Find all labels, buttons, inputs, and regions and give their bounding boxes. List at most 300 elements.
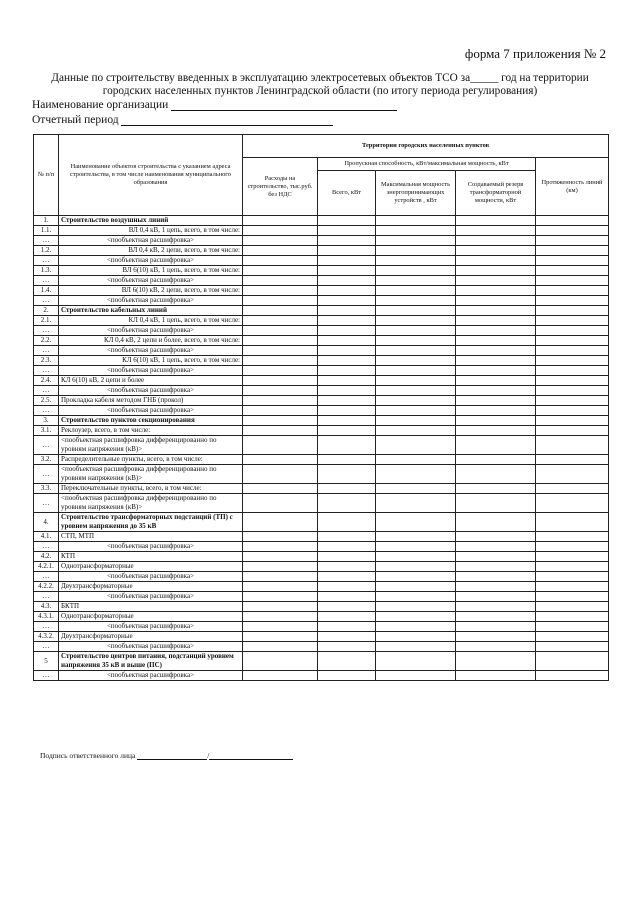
cell-reserve[interactable] <box>456 306 536 316</box>
cell-max-power[interactable] <box>376 562 456 572</box>
cell-reserve[interactable] <box>456 246 536 256</box>
row-number: … <box>34 592 59 602</box>
cell-length[interactable] <box>536 671 609 681</box>
cell-length[interactable] <box>536 386 609 396</box>
cell-costs[interactable] <box>243 671 318 681</box>
period-label: Отчетный период <box>32 114 119 126</box>
cell-length[interactable] <box>536 455 609 465</box>
cell-total[interactable] <box>318 592 376 602</box>
header-territory: Территории городских населенных пунктов <box>243 135 609 158</box>
cell-total[interactable] <box>318 602 376 612</box>
cell-reserve[interactable] <box>456 216 536 226</box>
cell-reserve[interactable] <box>456 346 536 356</box>
row-name: <пообъектная расшифровка дифференцированно по уровням напряжения (кВ)> <box>59 465 243 484</box>
cell-reserve[interactable] <box>456 416 536 426</box>
cell-total[interactable] <box>318 513 376 532</box>
cell-costs[interactable] <box>243 316 318 326</box>
cell-costs[interactable] <box>243 622 318 632</box>
table-row <box>34 484 609 494</box>
cell-total[interactable] <box>318 455 376 465</box>
cell-costs[interactable] <box>243 266 318 276</box>
cell-reserve[interactable] <box>456 494 536 513</box>
cell-max-power[interactable] <box>376 356 456 366</box>
cell-reserve[interactable] <box>456 396 536 406</box>
cell-total[interactable] <box>318 465 376 484</box>
cell-length[interactable] <box>536 494 609 513</box>
cell-costs[interactable] <box>243 652 318 671</box>
cell-length[interactable] <box>536 306 609 316</box>
cell-total[interactable] <box>318 296 376 306</box>
cell-costs[interactable] <box>243 562 318 572</box>
cell-total[interactable] <box>318 276 376 286</box>
cell-costs[interactable] <box>243 484 318 494</box>
cell-length[interactable] <box>536 346 609 356</box>
organization-input-line[interactable] <box>171 99 397 111</box>
table-row <box>34 572 609 582</box>
cell-total[interactable] <box>318 266 376 276</box>
row-number: 5 <box>34 652 59 671</box>
cell-length[interactable] <box>536 513 609 532</box>
row-number: … <box>34 236 59 246</box>
row-number: 2.3. <box>34 356 59 366</box>
table-row <box>34 236 609 246</box>
cell-costs[interactable] <box>243 465 318 484</box>
table-row <box>34 532 609 542</box>
cell-max-power[interactable] <box>376 246 456 256</box>
cell-reserve[interactable] <box>456 316 536 326</box>
cell-length[interactable] <box>536 236 609 246</box>
cell-total[interactable] <box>318 246 376 256</box>
table-row <box>34 296 609 306</box>
cell-total[interactable] <box>318 236 376 246</box>
row-name: <пообъектная расшифровка дифференцированно по уровням напряжения (кВ)> <box>59 494 243 513</box>
cell-length[interactable] <box>536 622 609 632</box>
cell-max-power[interactable] <box>376 336 456 346</box>
cell-max-power[interactable] <box>376 346 456 356</box>
table-row <box>34 642 609 652</box>
signature-block <box>40 751 293 760</box>
cell-reserve[interactable] <box>456 465 536 484</box>
cell-reserve[interactable] <box>456 226 536 236</box>
row-name: КЛ 6(10) кВ, 1 цепь, всего, в том числе: <box>59 356 243 366</box>
signature-separator: / <box>207 751 210 760</box>
cell-costs[interactable] <box>243 455 318 465</box>
cell-length[interactable] <box>536 572 609 582</box>
cell-total[interactable] <box>318 671 376 681</box>
cell-max-power[interactable] <box>376 266 456 276</box>
cell-length[interactable] <box>536 276 609 286</box>
cell-reserve[interactable] <box>456 592 536 602</box>
cell-total[interactable] <box>318 226 376 236</box>
cell-length[interactable] <box>536 426 609 436</box>
cell-max-power[interactable] <box>376 671 456 681</box>
row-name: <пообъектная расшифровка> <box>59 326 243 336</box>
cell-max-power[interactable] <box>376 552 456 562</box>
cell-length[interactable] <box>536 542 609 552</box>
cell-total[interactable] <box>318 306 376 316</box>
table-row <box>34 542 609 552</box>
cell-max-power[interactable] <box>376 532 456 542</box>
cell-total[interactable] <box>318 366 376 376</box>
row-name: Распределительные пункты, всего, в том числе: <box>59 455 243 465</box>
row-number: 2.1. <box>34 316 59 326</box>
cell-max-power[interactable] <box>376 406 456 416</box>
cell-total[interactable] <box>318 542 376 552</box>
row-name: КЛ 0,4 кВ, 1 цепь, всего, в том числе: <box>59 316 243 326</box>
table-row <box>34 455 609 465</box>
cell-costs[interactable] <box>243 542 318 552</box>
cell-reserve[interactable] <box>456 286 536 296</box>
cell-length[interactable] <box>536 592 609 602</box>
row-number: … <box>34 465 59 484</box>
row-number: 3.3. <box>34 484 59 494</box>
cell-total[interactable] <box>318 356 376 366</box>
heading-line-1: Данные по строительству введенных в эксплуатацию электросетевых объектов ТСО за_____ год на территории <box>51 72 589 84</box>
cell-reserve[interactable] <box>456 652 536 671</box>
cell-length[interactable] <box>536 366 609 376</box>
cell-length[interactable] <box>536 532 609 542</box>
header-costs: Расходы на строительство, тыс.руб. без НДС <box>243 158 318 216</box>
row-number: 4.2.1. <box>34 562 59 572</box>
cell-total[interactable] <box>318 494 376 513</box>
cell-length[interactable] <box>536 316 609 326</box>
row-number: … <box>34 494 59 513</box>
cell-costs[interactable] <box>243 572 318 582</box>
table-row <box>34 582 609 592</box>
cell-total[interactable] <box>318 216 376 226</box>
cell-reserve[interactable] <box>456 532 536 542</box>
cell-reserve[interactable] <box>456 612 536 622</box>
cell-length[interactable] <box>536 326 609 336</box>
cell-length[interactable] <box>536 484 609 494</box>
row-name: <пообъектная расшифровка> <box>59 386 243 396</box>
cell-max-power[interactable] <box>376 582 456 592</box>
cell-max-power[interactable] <box>376 465 456 484</box>
cell-reserve[interactable] <box>456 582 536 592</box>
table-row <box>34 513 609 532</box>
cell-total[interactable] <box>318 376 376 386</box>
cell-reserve[interactable] <box>456 562 536 572</box>
row-name: Строительство трансформаторных подстанций (ТП) с уровнем напряжения до 35 кВ <box>59 513 243 532</box>
cell-costs[interactable] <box>243 592 318 602</box>
row-number: … <box>34 326 59 336</box>
row-name: КЛ 0,4 кВ, 2 цепи и более, всего, в том числе: <box>59 336 243 346</box>
cell-costs[interactable] <box>243 396 318 406</box>
cell-length[interactable] <box>536 416 609 426</box>
row-name: Строительство центров питания, подстанций уровнем напряжения 35 кВ и выше (ПС) <box>59 652 243 671</box>
cell-reserve[interactable] <box>456 256 536 266</box>
cell-max-power[interactable] <box>376 326 456 336</box>
row-number: … <box>34 276 59 286</box>
cell-max-power[interactable] <box>376 652 456 671</box>
row-number: … <box>34 436 59 455</box>
cell-length[interactable] <box>536 296 609 306</box>
cell-reserve[interactable] <box>456 236 536 246</box>
table-row <box>34 612 609 622</box>
row-name: <пообъектная расшифровка> <box>59 622 243 632</box>
table-row <box>34 494 609 513</box>
cell-total[interactable] <box>318 406 376 416</box>
row-number: 4.3. <box>34 602 59 612</box>
cell-costs[interactable] <box>243 296 318 306</box>
cell-reserve[interactable] <box>456 552 536 562</box>
cell-length[interactable] <box>536 336 609 346</box>
cell-costs[interactable] <box>243 494 318 513</box>
cell-costs[interactable] <box>243 513 318 532</box>
cell-costs[interactable] <box>243 436 318 455</box>
cell-max-power[interactable] <box>376 286 456 296</box>
cell-max-power[interactable] <box>376 642 456 652</box>
row-number: 3. <box>34 416 59 426</box>
row-name: <пообъектная расшифровка> <box>59 572 243 582</box>
cell-costs[interactable] <box>243 376 318 386</box>
cell-total[interactable] <box>318 552 376 562</box>
cell-total[interactable] <box>318 426 376 436</box>
cell-total[interactable] <box>318 632 376 642</box>
cell-max-power[interactable] <box>376 612 456 622</box>
cell-total[interactable] <box>318 622 376 632</box>
cell-length[interactable] <box>536 582 609 592</box>
cell-max-power[interactable] <box>376 494 456 513</box>
cell-max-power[interactable] <box>376 455 456 465</box>
row-number: 2.4. <box>34 376 59 386</box>
cell-length[interactable] <box>536 602 609 612</box>
cell-length[interactable] <box>536 216 609 226</box>
cell-total[interactable] <box>318 562 376 572</box>
cell-max-power[interactable] <box>376 306 456 316</box>
cell-length[interactable] <box>536 266 609 276</box>
cell-reserve[interactable] <box>456 455 536 465</box>
cell-costs[interactable] <box>243 612 318 622</box>
cell-costs[interactable] <box>243 236 318 246</box>
row-name: <пообъектная расшифровка> <box>59 296 243 306</box>
cell-costs[interactable] <box>243 552 318 562</box>
cell-reserve[interactable] <box>456 542 536 552</box>
cell-max-power[interactable] <box>376 572 456 582</box>
table-row <box>34 396 609 406</box>
cell-costs[interactable] <box>243 642 318 652</box>
row-number: 1. <box>34 216 59 226</box>
cell-total[interactable] <box>318 652 376 671</box>
cell-max-power[interactable] <box>376 376 456 386</box>
row-name: <пообъектная расшифровка дифференцированно по уровням напряжения (кВ)> <box>59 436 243 455</box>
cell-reserve[interactable] <box>456 336 536 346</box>
cell-max-power[interactable] <box>376 416 456 426</box>
cell-reserve[interactable] <box>456 356 536 366</box>
cell-total[interactable] <box>318 256 376 266</box>
cell-total[interactable] <box>318 346 376 356</box>
cell-total[interactable] <box>318 642 376 652</box>
signature-name-line[interactable] <box>209 751 293 760</box>
cell-total[interactable] <box>318 532 376 542</box>
cell-length[interactable] <box>536 612 609 622</box>
cell-reserve[interactable] <box>456 622 536 632</box>
period-input-line[interactable] <box>121 114 333 126</box>
cell-max-power[interactable] <box>376 632 456 642</box>
row-name: Строительство кабельных линий <box>59 306 243 316</box>
cell-length[interactable] <box>536 632 609 642</box>
cell-max-power[interactable] <box>376 602 456 612</box>
document-heading <box>32 72 608 98</box>
row-name: ВЛ 0,4 кВ, 2 цепи, всего, в том числе: <box>59 246 243 256</box>
cell-costs[interactable] <box>243 216 318 226</box>
row-name: Двухтрансформаторные <box>59 632 243 642</box>
cell-costs[interactable] <box>243 246 318 256</box>
cell-max-power[interactable] <box>376 386 456 396</box>
cell-length[interactable] <box>536 376 609 386</box>
cell-length[interactable] <box>536 642 609 652</box>
header-name: Наименование объектов строительства с указанием адреса строительства, в том числе наименования муниципального образования <box>59 135 243 216</box>
cell-length[interactable] <box>536 436 609 455</box>
header-capacity: Пропускная способность, кВт/максимальная мощность, кВт <box>318 158 536 171</box>
cell-costs[interactable] <box>243 226 318 236</box>
cell-max-power[interactable] <box>376 426 456 436</box>
row-number: … <box>34 386 59 396</box>
cell-length[interactable] <box>536 552 609 562</box>
row-number: 1.4. <box>34 286 59 296</box>
cell-costs[interactable] <box>243 276 318 286</box>
table-row <box>34 216 609 226</box>
cell-costs[interactable] <box>243 346 318 356</box>
cell-reserve[interactable] <box>456 513 536 532</box>
cell-reserve[interactable] <box>456 572 536 582</box>
cell-max-power[interactable] <box>376 216 456 226</box>
cell-reserve[interactable] <box>456 376 536 386</box>
cell-reserve[interactable] <box>456 266 536 276</box>
cell-costs[interactable] <box>243 386 318 396</box>
cell-reserve[interactable] <box>456 366 536 376</box>
cell-max-power[interactable] <box>376 513 456 532</box>
table-row <box>34 366 609 376</box>
table-row <box>34 316 609 326</box>
cell-costs[interactable] <box>243 632 318 642</box>
cell-total[interactable] <box>318 336 376 346</box>
cell-max-power[interactable] <box>376 276 456 286</box>
cell-length[interactable] <box>536 356 609 366</box>
cell-total[interactable] <box>318 572 376 582</box>
cell-length[interactable] <box>536 406 609 416</box>
period-field <box>32 114 333 126</box>
header-total: Всего, кВт <box>318 171 376 216</box>
row-name: Переключательные пункты, всего, в том числе: <box>59 484 243 494</box>
cell-max-power[interactable] <box>376 396 456 406</box>
header-row-1 <box>34 135 609 158</box>
cell-reserve[interactable] <box>456 602 536 612</box>
table-row <box>34 632 609 642</box>
row-name: <пообъектная расшифровка> <box>59 542 243 552</box>
cell-length[interactable] <box>536 652 609 671</box>
cell-total[interactable] <box>318 386 376 396</box>
cell-total[interactable] <box>318 286 376 296</box>
row-name: Однотрансформаторные <box>59 562 243 572</box>
cell-costs[interactable] <box>243 582 318 592</box>
cell-costs[interactable] <box>243 336 318 346</box>
cell-reserve[interactable] <box>456 326 536 336</box>
row-number: … <box>34 366 59 376</box>
row-number: 1.3. <box>34 266 59 276</box>
cell-reserve[interactable] <box>456 276 536 286</box>
cell-costs[interactable] <box>243 286 318 296</box>
cell-max-power[interactable] <box>376 484 456 494</box>
cell-reserve[interactable] <box>456 642 536 652</box>
cell-costs[interactable] <box>243 306 318 316</box>
table-row <box>34 376 609 386</box>
cell-reserve[interactable] <box>456 484 536 494</box>
cell-total[interactable] <box>318 316 376 326</box>
table-row <box>34 346 609 356</box>
cell-costs[interactable] <box>243 356 318 366</box>
cell-max-power[interactable] <box>376 316 456 326</box>
row-number: 2.2. <box>34 336 59 346</box>
row-number: 2.5. <box>34 396 59 406</box>
cell-costs[interactable] <box>243 532 318 542</box>
row-name: <пообъектная расшифровка> <box>59 346 243 356</box>
cell-max-power[interactable] <box>376 226 456 236</box>
row-number: 4.3.1. <box>34 612 59 622</box>
cell-max-power[interactable] <box>376 622 456 632</box>
table-row <box>34 426 609 436</box>
table-row <box>34 652 609 671</box>
cell-max-power[interactable] <box>376 296 456 306</box>
row-name: ВЛ 6(10) кВ, 2 цепи, всего, в том числе: <box>59 286 243 296</box>
cell-costs[interactable] <box>243 406 318 416</box>
cell-max-power[interactable] <box>376 236 456 246</box>
cell-reserve[interactable] <box>456 436 536 455</box>
cell-max-power[interactable] <box>376 436 456 455</box>
cell-max-power[interactable] <box>376 592 456 602</box>
cell-max-power[interactable] <box>376 542 456 552</box>
cell-max-power[interactable] <box>376 366 456 376</box>
cell-length[interactable] <box>536 465 609 484</box>
cell-costs[interactable] <box>243 416 318 426</box>
cell-reserve[interactable] <box>456 632 536 642</box>
row-name: <пообъектная расшифровка> <box>59 366 243 376</box>
cell-length[interactable] <box>536 256 609 266</box>
cell-total[interactable] <box>318 326 376 336</box>
cell-total[interactable] <box>318 436 376 455</box>
cell-length[interactable] <box>536 562 609 572</box>
cell-length[interactable] <box>536 286 609 296</box>
cell-max-power[interactable] <box>376 256 456 266</box>
row-name: <пообъектная расшифровка> <box>59 276 243 286</box>
cell-reserve[interactable] <box>456 671 536 681</box>
header-num: № п/п <box>34 135 59 216</box>
cell-costs[interactable] <box>243 602 318 612</box>
cell-length[interactable] <box>536 246 609 256</box>
row-number: … <box>34 346 59 356</box>
cell-total[interactable] <box>318 612 376 622</box>
cell-reserve[interactable] <box>456 296 536 306</box>
cell-costs[interactable] <box>243 366 318 376</box>
cell-reserve[interactable] <box>456 386 536 396</box>
cell-costs[interactable] <box>243 326 318 336</box>
cell-reserve[interactable] <box>456 406 536 416</box>
cell-length[interactable] <box>536 226 609 236</box>
row-number: 4. <box>34 513 59 532</box>
table-row <box>34 562 609 572</box>
cell-costs[interactable] <box>243 256 318 266</box>
cell-reserve[interactable] <box>456 426 536 436</box>
cell-total[interactable] <box>318 416 376 426</box>
cell-total[interactable] <box>318 396 376 406</box>
cell-total[interactable] <box>318 582 376 592</box>
row-number: 1.1. <box>34 226 59 236</box>
row-name: Строительство воздушных линий <box>59 216 243 226</box>
signature-line[interactable] <box>137 751 210 760</box>
cell-costs[interactable] <box>243 426 318 436</box>
cell-total[interactable] <box>318 484 376 494</box>
cell-length[interactable] <box>536 396 609 406</box>
